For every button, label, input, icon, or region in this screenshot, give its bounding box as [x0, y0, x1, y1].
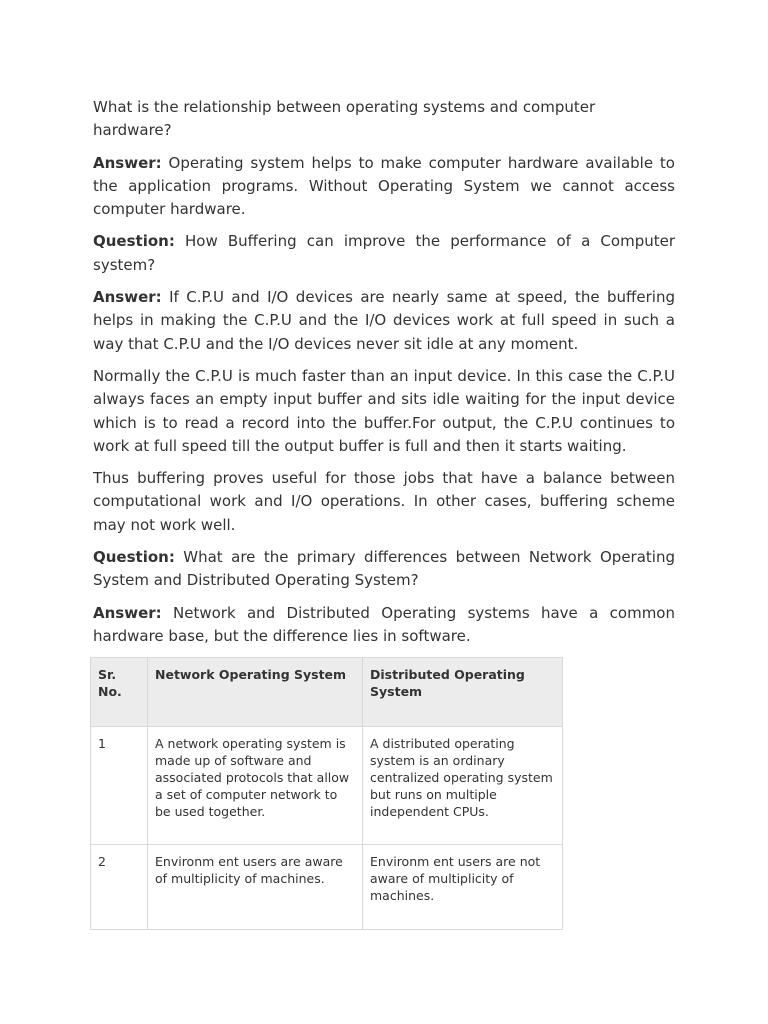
table-row [91, 845, 563, 930]
header-distributed-os: Distributed Operating System [363, 658, 563, 727]
cell-sr: 2 [91, 845, 148, 930]
cell-sr: 1 [91, 727, 148, 845]
table-row [91, 727, 563, 845]
cell-distributed: A distributed operating system is an ordinary centralized operating system but runs on multiple independent CPUs. [363, 727, 563, 845]
header-sr-no: Sr. No. [91, 658, 148, 727]
comparison-table [90, 657, 563, 930]
cell-network: A network operating system is made up of software and associated protocols that allow a set of computer network to be used together. [148, 727, 363, 845]
answer-label: Answer: [93, 603, 162, 622]
table-header-row [91, 658, 563, 727]
answer-2-text: If C.P.U and I/O devices are nearly same at speed, the buffering helps in making the C.P.U and the I/O devices work at full speed in such a way that C.P.U and the I/O devices never sit idle at any moment. [93, 288, 675, 353]
question-label: Question: [93, 548, 175, 567]
header-network-os: Network Operating System [148, 658, 363, 727]
intro-question: What is the relationship between operating systems and computer hardware? [93, 98, 596, 140]
answer-label: Answer: [93, 288, 162, 307]
cell-network: Environm ent users are aware of multiplicity of machines. [148, 845, 363, 930]
answer-3 [93, 602, 675, 649]
answer-1-text: Operating system helps to make computer hardware available to the application programs. Without Operating System we cannot access computer hardware. [93, 153, 675, 219]
answer-3-text: Network and Distributed Operating systems have a common hardware base, but the difference lies in software. [93, 603, 675, 645]
answer-2 [93, 286, 675, 356]
question-3-text: What are the primary differences between Network Operating System and Distributed Operating System? [93, 548, 675, 590]
question-label: Question: [93, 232, 175, 251]
paragraph-thus: Thus buffering proves useful for those jobs that have a balance between computational work and I/O operations. In other cases, buffering scheme may not work well. [93, 469, 675, 534]
document-page [93, 96, 675, 930]
question-2-text: How Buffering can improve the performance of a Computer system? [93, 232, 675, 274]
cell-distributed: Environm ent users are not aware of multiplicity of machines. [363, 845, 563, 930]
answer-1 [93, 152, 675, 222]
question-3 [93, 546, 675, 593]
question-2 [93, 230, 675, 277]
answer-label: Answer: [93, 153, 162, 172]
paragraph-normally: Normally the C.P.U is much faster than an input device. In this case the C.P.U always faces an empty input buffer and sits idle waiting for the input device which is to read a record into the buffer.For output, the C.P.U continues to work at full speed till the output buffer is full and then it starts waiting. [93, 366, 675, 455]
